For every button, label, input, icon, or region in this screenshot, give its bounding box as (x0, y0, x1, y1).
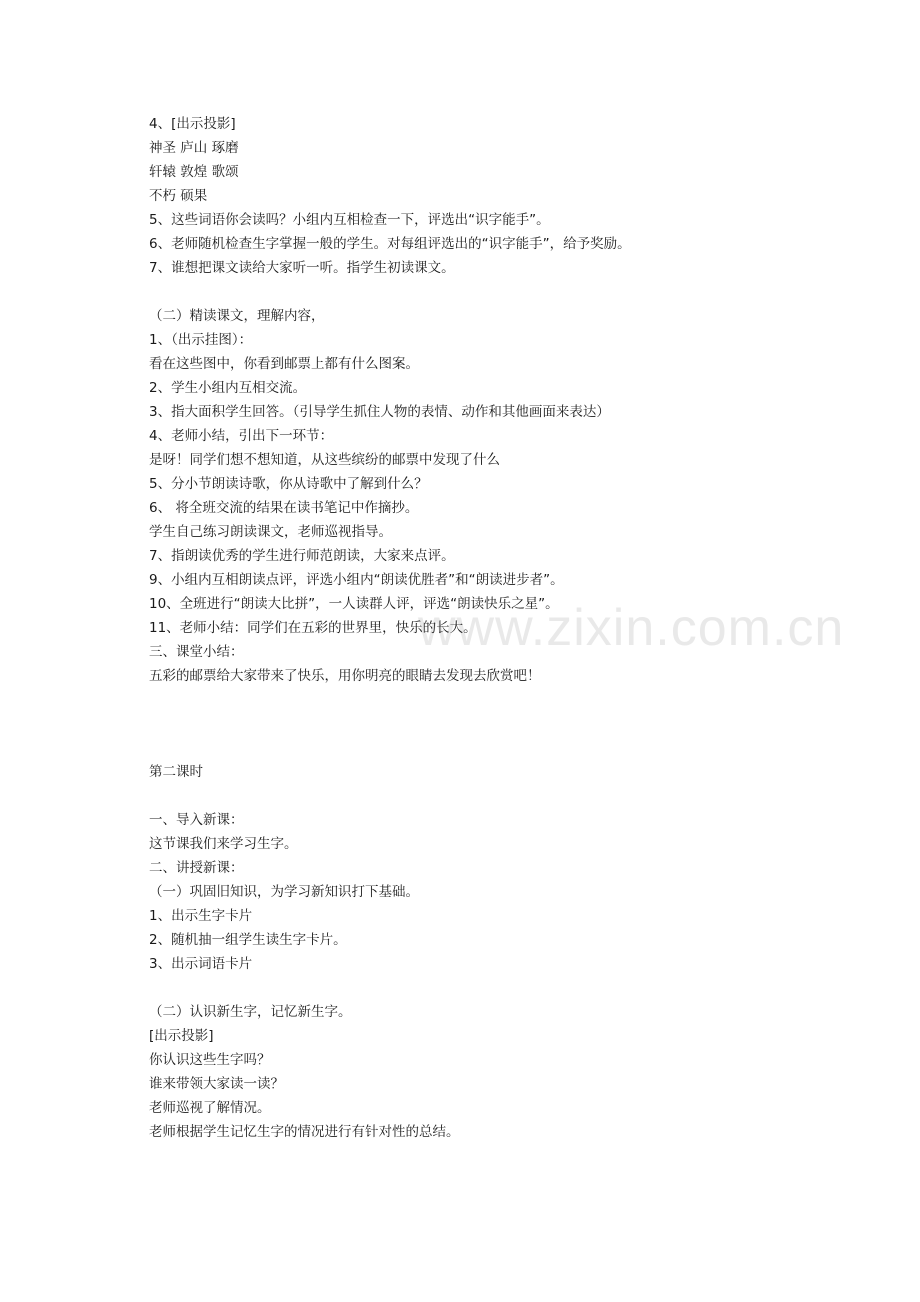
text-line: 是呀！同学们想不想知道，从这些缤纷的邮票中发现了什么 (149, 452, 500, 468)
section-intro-new-lesson (149, 808, 829, 976)
section-close-reading (149, 304, 829, 688)
document-body (149, 112, 829, 1144)
text-line: 二、讲授新课： (149, 860, 244, 876)
text-line: 这节课我们来学习生字。 (149, 836, 298, 852)
text-line: （二）精读课文，理解内容， (149, 308, 325, 324)
text-line: （二）认识新生字，记忆新生字。 (149, 1004, 352, 1020)
text-line: 3、指大面积学生回答。（引导学生抓住人物的表情、动作和其他画面来表达） (149, 404, 610, 420)
text-line: 1、（出示挂图）： (149, 332, 253, 348)
section-second-lesson-title (149, 760, 829, 784)
text-line: 不朽 硕果 (149, 188, 208, 204)
text-line: 轩辕 敦煌 歌颂 (149, 164, 239, 180)
lesson-heading: 第二课时 (149, 764, 203, 780)
text-line: （一）巩固旧知识，为学习新知识打下基础。 (149, 884, 419, 900)
text-line: 2、随机抽一组学生读生字卡片。 (149, 932, 347, 948)
text-line: 三、课堂小结： (149, 644, 244, 660)
text-line: 6、老师随机检查生字掌握一般的学生。对每组评选出的“识字能手”，给予奖励。 (149, 236, 631, 252)
section-review (149, 112, 829, 280)
text-line: 老师根据学生记忆生字的情况进行有针对性的总结。 (149, 1124, 460, 1140)
text-line: 7、指朗读优秀的学生进行师范朗读，大家来点评。 (149, 548, 455, 564)
spacer (149, 976, 829, 1000)
text-line: 6、 将全班交流的结果在读书笔记中作摘抄。 (149, 500, 419, 516)
spacer (149, 784, 829, 808)
text-line: 你认识这些生字吗？ (149, 1052, 271, 1068)
text-line: 1、出示生字卡片 (149, 908, 253, 924)
text-line: 4、[出示投影] (149, 116, 236, 132)
text-line: 学生自己练习朗读课文，老师巡视指导。 (149, 524, 392, 540)
text-line: 老师巡视了解情况。 (149, 1100, 271, 1116)
text-line: 五彩的邮票给大家带来了快乐，用你明亮的眼睛去发现去欣赏吧！ (149, 668, 541, 684)
text-line: 5、分小节朗读诗歌，你从诗歌中了解到什么？ (149, 476, 428, 492)
text-line: 4、老师小结，引出下一环节： (149, 428, 334, 444)
text-line: 3、出示词语卡片 (149, 956, 253, 972)
text-line: 2、学生小组内互相交流。 (149, 380, 307, 396)
watermark: www.zixin.com.cn (418, 599, 845, 657)
text-line: 11、老师小结：同学们在五彩的世界里，快乐的长大。 (149, 620, 477, 636)
text-line: [出示投影] (149, 1028, 214, 1044)
text-line: 5、这些词语你会读吗？小组内互相检查一下，评选出“识字能手”。 (149, 212, 550, 228)
text-line: 10、全班进行“朗读大比拼”，一人读群人评，评选“朗读快乐之星”。 (149, 596, 559, 612)
text-line: 9、小组内互相朗读点评，评选小组内“朗读优胜者”和“朗读进步者”。 (149, 572, 564, 588)
text-line: 一、导入新课： (149, 812, 244, 828)
text-line: 看在这些图中，你看到邮票上都有什么图案。 (149, 356, 419, 372)
text-line: 神圣 庐山 琢磨 (149, 140, 239, 156)
section-new-characters (149, 1000, 829, 1144)
text-line: 7、谁想把课文读给大家听一听。指学生初读课文。 (149, 260, 455, 276)
text-line: 谁来带领大家读一读？ (149, 1076, 284, 1092)
spacer (149, 688, 829, 760)
spacer (149, 280, 829, 304)
